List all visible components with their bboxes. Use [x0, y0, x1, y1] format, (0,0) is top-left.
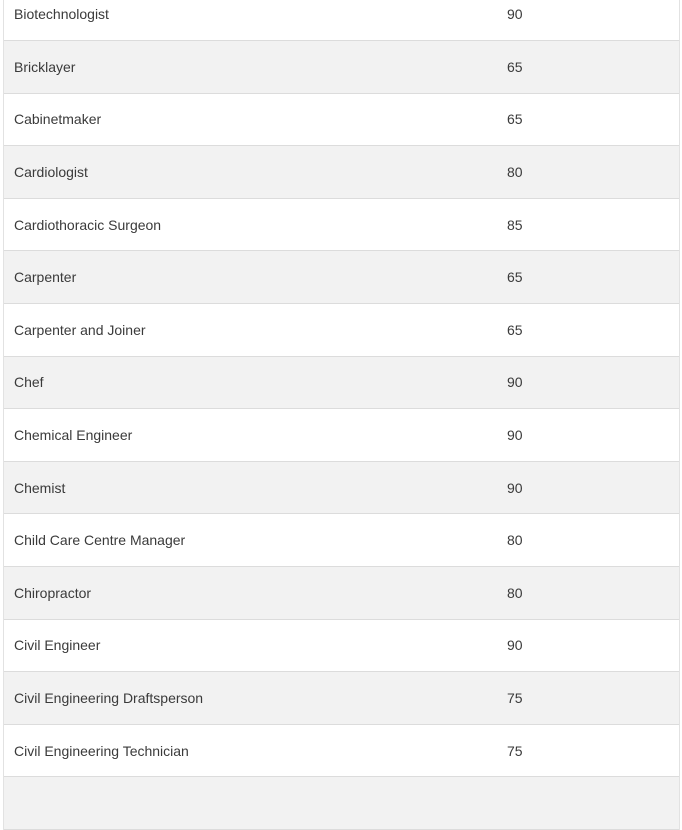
occupation-cell: Chemist: [4, 461, 496, 514]
table-row: [4, 146, 679, 199]
table-row: [4, 0, 679, 41]
occupation-cell: Cardiologist: [4, 146, 496, 199]
table-row: [4, 619, 679, 672]
points-cell: 90: [496, 356, 679, 409]
table-row: [4, 93, 679, 146]
points-cell: 65: [496, 41, 679, 94]
points-cell: 90: [496, 461, 679, 514]
occupation-cell: Civil Engineering Technician: [4, 724, 496, 777]
points-cell: 80: [496, 514, 679, 567]
table-row: [4, 409, 679, 462]
occupation-cell: Civil Engineering Draftsperson: [4, 672, 496, 725]
occupation-cell: Civil Engineer: [4, 619, 496, 672]
table-row: [4, 777, 679, 830]
points-cell: [496, 777, 679, 830]
table-row: [4, 41, 679, 94]
points-cell: 90: [496, 0, 679, 41]
points-cell: 80: [496, 146, 679, 199]
table-row: [4, 251, 679, 304]
points-cell: 75: [496, 724, 679, 777]
occupation-cell: Chef: [4, 356, 496, 409]
occupation-cell: Carpenter: [4, 251, 496, 304]
occupation-points-table-container: [3, 0, 680, 830]
table-body: [4, 0, 679, 830]
table-row: [4, 461, 679, 514]
occupation-cell: Cabinetmaker: [4, 93, 496, 146]
table-row: [4, 198, 679, 251]
occupation-cell: Bricklayer: [4, 41, 496, 94]
points-cell: 85: [496, 198, 679, 251]
occupation-cell: Cardiothoracic Surgeon: [4, 198, 496, 251]
occupation-cell: Child Care Centre Manager: [4, 514, 496, 567]
table-row: [4, 724, 679, 777]
points-cell: 65: [496, 251, 679, 304]
occupation-cell: Chiropractor: [4, 567, 496, 620]
points-cell: 90: [496, 409, 679, 462]
table-row: [4, 356, 679, 409]
table-row: [4, 672, 679, 725]
occupation-cell: [4, 777, 496, 830]
table-row: [4, 304, 679, 357]
points-cell: 75: [496, 672, 679, 725]
points-cell: 80: [496, 567, 679, 620]
table-row: [4, 567, 679, 620]
table-row: [4, 514, 679, 567]
occupation-points-table: [4, 0, 679, 830]
occupation-cell: Carpenter and Joiner: [4, 304, 496, 357]
points-cell: 90: [496, 619, 679, 672]
points-cell: 65: [496, 304, 679, 357]
occupation-cell: Biotechnologist: [4, 0, 496, 41]
points-cell: 65: [496, 93, 679, 146]
occupation-cell: Chemical Engineer: [4, 409, 496, 462]
